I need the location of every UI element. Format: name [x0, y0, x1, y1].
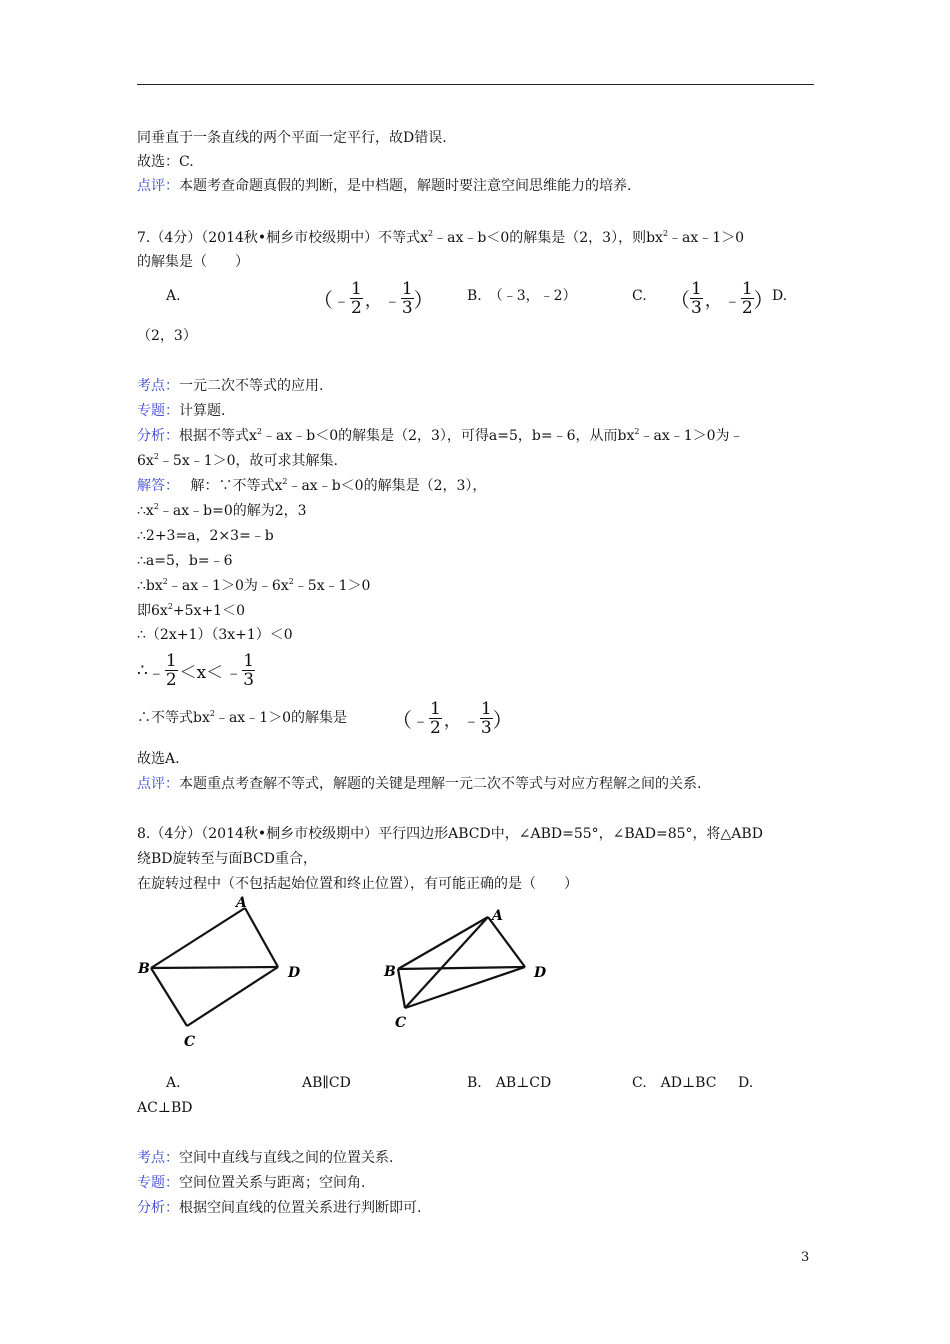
label-b-left: B: [138, 961, 150, 977]
q8-option-d-label: D.: [738, 1075, 754, 1091]
figure-left: [151, 908, 278, 1026]
q7-option-a-value: （ ﹣ $\frac{1}{2}$ ， ﹣ $\frac{1}{3}$ ）: [313, 279, 434, 318]
q8-stem-3: 在旋转过程中（不包括起始位置和终止位置），有可能正确的是（ ）: [137, 876, 578, 892]
q8-stem-2: 绕BD旋转至与面BCD重合，: [137, 851, 317, 867]
q7-fenxi-line2: $6x^2﹣5x﹣1>0$，故可求其解集.: [137, 452, 338, 469]
label-d-left: D: [288, 965, 301, 981]
edge-bc-r: [398, 969, 405, 1008]
q7-jieda: 解答： 解：∵不等式$x^2﹣ax﹣b<0$的解集是（2，3），: [137, 477, 487, 494]
q7-option-b: B. （﹣3，﹣2）: [467, 288, 577, 304]
label-a-left: A: [236, 895, 247, 911]
q7-step-4: $\therefore bx^2﹣ax﹣1>0$为$﹣6x^2﹣5x﹣1>0$: [137, 577, 371, 594]
label-b-right: B: [384, 964, 396, 980]
q7-step-8: ∴不等式$bx^2﹣ax﹣1>0$的解集是: [137, 709, 348, 726]
q7-kaodian: 考点：一元二次不等式的应用.: [137, 378, 324, 394]
label-c-left: C: [184, 1034, 196, 1050]
edge-bc: [151, 968, 187, 1026]
label-a-right: A: [492, 908, 503, 924]
q7-step-5: 即$6x^2+5x+1<0$: [137, 602, 245, 619]
q8-option-a-value: AB∥CD: [302, 1075, 351, 1091]
q7-option-c-value: （ $\frac{1}{3}$ ， ﹣ $\frac{1}{2}$ ）: [670, 279, 774, 318]
q7-fenxi: 分析：根据不等式$x^2﹣ax﹣b<0$的解集是（2，3），可得a=5，b=﹣6，从而$bx^2﹣ax﹣1>0$为﹣: [137, 427, 744, 444]
q8-kaodian: 考点：空间中直线与直线之间的位置关系.: [137, 1150, 394, 1166]
q8-fenxi: 分析：根据空间直线的位置关系进行判断即可.: [137, 1200, 422, 1216]
edge-cd: [187, 967, 278, 1026]
q7-stem-line2: 的解集是（ ）: [137, 254, 249, 270]
q8-option-a-label: A.: [166, 1075, 181, 1091]
q7-option-d-value: （2，3）: [137, 328, 197, 344]
q8-stem-1: 8.（4分）（2014秋•桐乡市校级期中）平行四边形ABCD中，∠ABD=55°，∠BAD=85°，将△ABD: [137, 826, 763, 842]
carryover-line: 同垂直于一条直线的两个平面一定平行，故D错误.: [137, 130, 447, 146]
label-c-right: C: [395, 1015, 407, 1031]
q7-dianping: 点评：本题重点考查解不等式，解题的关键是理解一元二次不等式与对应方程解之间的关系.: [137, 776, 702, 792]
edge-ad: [245, 908, 278, 967]
comment-label: 点评：: [137, 178, 179, 194]
q7-option-d-label: D.: [772, 288, 788, 304]
comment-line: 点评：本题考查命题真假的判断，是中档题，解题时要注意空间思维能力的培养.: [137, 178, 632, 194]
edge-bd-r: [398, 967, 525, 969]
q7-step-7: ∴ ﹣ $\frac{1}{2}$ ＜x＜ ﹣ $\frac{1}{3}$: [137, 651, 255, 690]
q7-step-6: ∴（2x+1）（3x+1）＜0: [137, 627, 293, 643]
q7-step-8-interval: （ ﹣ $\frac{1}{2}$ ， ﹣ $\frac{1}{3}$ ）: [392, 699, 513, 738]
edge-ba: [151, 908, 245, 968]
q7-option-a-label: A.: [166, 288, 181, 304]
q8-option-c: C. AD⊥BC: [632, 1075, 717, 1091]
label-d-right: D: [534, 965, 547, 981]
edge-bd: [151, 967, 278, 968]
edge-ba-r: [398, 917, 488, 969]
q8-option-b: B. AB⊥CD: [467, 1075, 552, 1091]
q7-zhuanti: 专题：计算题.: [137, 403, 226, 419]
answer-line: 故选：C.: [137, 154, 194, 170]
q7-option-c-label: C.: [632, 288, 647, 304]
edge-ad-r: [488, 917, 525, 967]
q7-step-3: ∴a=5，b=﹣6: [137, 553, 233, 569]
q8-zhuanti: 专题：空间位置关系与距离；空间角.: [137, 1175, 366, 1191]
q7-step-1: $\therefore x^2﹣ax﹣b=0$的解为2，3: [137, 502, 307, 519]
q8-figures: [130, 890, 570, 1060]
q8-option-d-value: AC⊥BD: [137, 1100, 193, 1116]
q7-stem: 7.（4分）（2014秋•桐乡市校级期中）不等式$x^2﹣ax﹣b<0$的解集是（2，3），则$bx^2﹣ax﹣1>0$: [137, 229, 745, 246]
q7-step-2: ∴2+3=a，2×3=﹣b: [137, 528, 274, 544]
header-rule: [137, 84, 814, 85]
page-number: 3: [801, 1250, 810, 1265]
figure-right: [398, 917, 525, 1008]
q7-guxuan: 故选A.: [137, 751, 180, 767]
